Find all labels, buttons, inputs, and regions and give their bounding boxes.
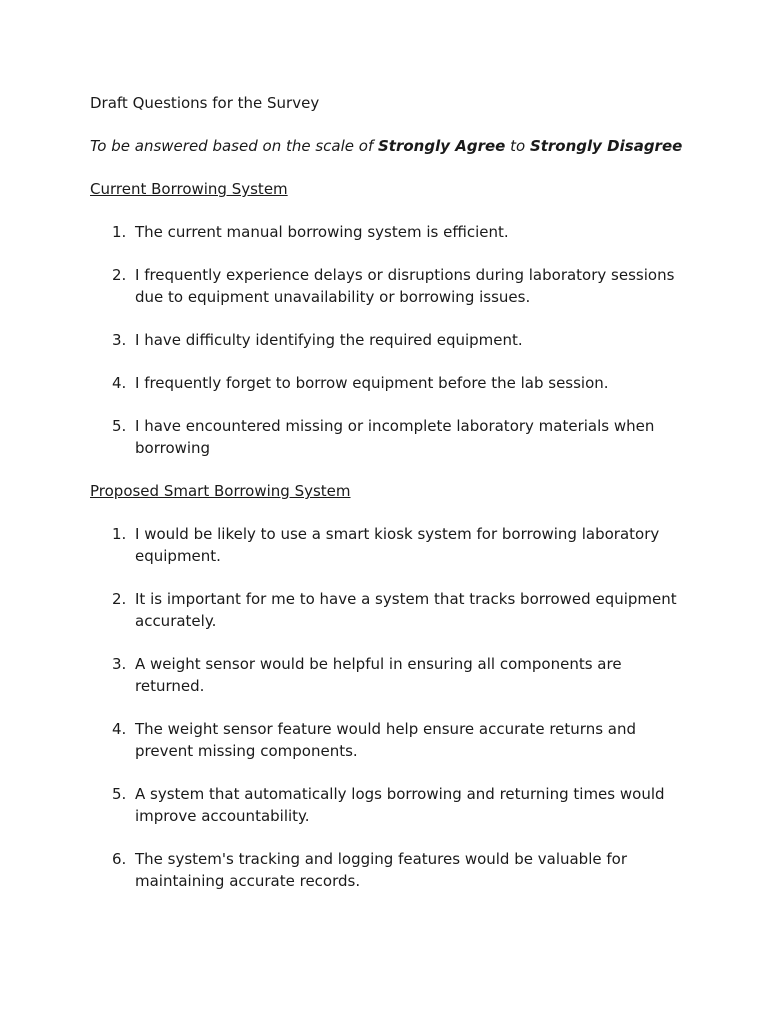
question-item (90, 329, 690, 351)
question-text: I would be likely to use a smart kiosk system for borrowing laboratory equipment. (135, 525, 660, 565)
question-text: I have difficulty identifying the required equipment. (135, 331, 523, 349)
instruction-prefix: To be answered based on the scale of (90, 137, 378, 155)
question-list-proposed (90, 523, 690, 892)
question-number: 5. (112, 785, 127, 803)
question-text: A system that automatically logs borrowing and returning times would improve accountability. (135, 785, 665, 825)
survey-instruction (90, 135, 690, 157)
question-number: 4. (112, 374, 127, 392)
question-number: 3. (112, 331, 127, 349)
question-text: I frequently forget to borrow equipment before the lab session. (135, 374, 609, 392)
question-number: 2. (112, 266, 127, 284)
question-item (90, 848, 690, 892)
question-item (90, 783, 690, 827)
question-number: 3. (112, 655, 127, 673)
question-item (90, 264, 690, 308)
section-heading-proposed: Proposed Smart Borrowing System (90, 482, 351, 500)
question-number: 5. (112, 417, 127, 435)
question-text: It is important for me to have a system that tracks borrowed equipment accurately. (135, 590, 677, 630)
scale-end-label: Strongly Disagree (529, 137, 683, 155)
question-text: The system's tracking and logging features would be valuable for maintaining accurate records. (135, 850, 627, 890)
section-heading-current: Current Borrowing System (90, 180, 288, 198)
question-text: The weight sensor feature would help ensure accurate returns and prevent missing components. (135, 720, 636, 760)
question-number: 4. (112, 720, 127, 738)
instruction-connector: to (505, 137, 530, 155)
question-item (90, 588, 690, 632)
question-number: 1. (112, 223, 127, 241)
question-text: The current manual borrowing system is efficient. (135, 223, 509, 241)
question-item (90, 415, 690, 459)
question-text: I have encountered missing or incomplete laboratory materials when borrowing (135, 417, 655, 457)
question-item (90, 523, 690, 567)
question-item (90, 372, 690, 394)
question-item (90, 653, 690, 697)
question-text: A weight sensor would be helpful in ensuring all components are returned. (135, 655, 622, 695)
question-item (90, 221, 690, 243)
question-text: I frequently experience delays or disruptions during laboratory sessions due to equipment unavailability or borrowing issues. (135, 266, 675, 306)
document-title: Draft Questions for the Survey (90, 94, 320, 112)
question-number: 2. (112, 590, 127, 608)
question-number: 1. (112, 525, 127, 543)
question-number: 6. (112, 850, 127, 868)
question-item (90, 718, 690, 762)
question-list-current (90, 221, 690, 459)
document-page (90, 92, 690, 913)
scale-start-label: Strongly Agree (378, 137, 506, 155)
